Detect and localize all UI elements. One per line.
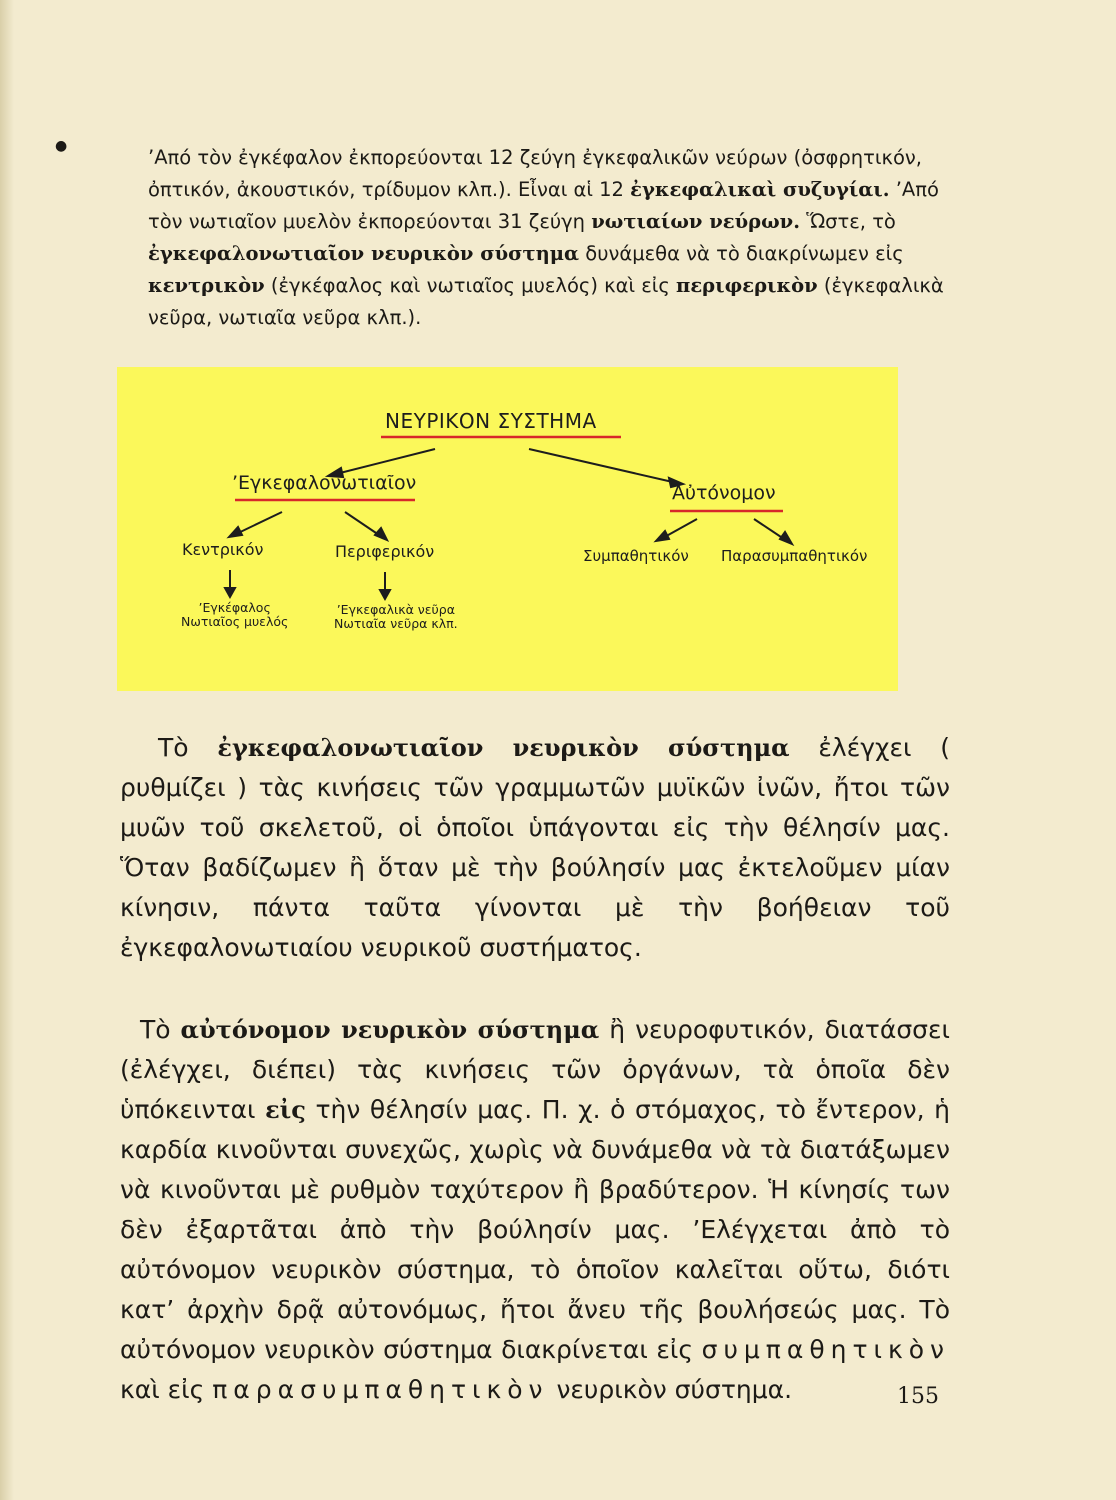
intro-sentence-3-cont2: (ἐγκέφαλος καὶ νωτιαῖος μυελός) καὶ εἰς: [264, 274, 677, 297]
peripheral-detail-line-2: Νωτιαῖα νεῦρα κλπ.: [334, 616, 458, 631]
term-peripheral: περιφερικὸν: [676, 274, 818, 297]
term-spinal-nerves: νωτιαίων νεύρων.: [591, 210, 800, 233]
diagram-title: ΝΕΥΡΙΚΟΝ ΣΥΣΤΗΜΑ: [385, 409, 597, 433]
intro-sentence-3-end: (ἐγκεφαλικὰ νεῦρα, νωτιαῖα νεῦρα κλπ.).: [148, 274, 944, 329]
intro-paragraph: [148, 142, 948, 334]
intro-sentence-2: ’Από τὸν νωτιαῖον μυελὸν ἐκπορεύονται 31 ζεύγη: [148, 178, 939, 233]
term-cranial-pairs: ἐγκεφαλικαὶ συζυγίαι.: [630, 178, 890, 201]
paragraph1-start: Τὸ: [158, 733, 218, 762]
intro-sentence-3-cont: δυνάμεθα νὰ τὸ διακρίνωμεν εἰς: [579, 242, 904, 265]
nervous-system-diagram: [117, 367, 898, 691]
peripheral-detail: [334, 603, 458, 631]
arrow-head-parasympathetic: [780, 532, 792, 544]
term-sympathetic: συμπαθητικὸν: [701, 1335, 950, 1364]
branch-autonomic: Αὐτόνομον: [672, 482, 776, 504]
paragraph2-end: νευρικὸν σύστημα.: [548, 1375, 793, 1404]
arrow-head-peripheral: [375, 528, 387, 540]
intro-sentence-3: Ὥστε, τὸ: [806, 210, 896, 233]
margin-mark: ●: [55, 138, 68, 154]
peripheral-detail-line-1: ’Εγκεφαλικὰ νεῦρα: [336, 602, 455, 617]
paragraph2-body-2: τὴν θέλησίν μας. Π. χ. ὁ στόμαχος, τὸ ἔντερον, ἡ καρδία κινοῦνται συνεχῶς, χωρὶς νὰ δυνάμεθα νὰ τὰ διατάξωμεν νὰ κινοῦνται μὲ ρυθμὸν ταχύτερον ἢ βραδύτερον. Ἡ κίνησίς των δὲν ἐξαρτᾶται ἀπὸ τὴν βούλησίν μας. ’Ελέγχεται ἀπὸ τὸ αὐτόνομον νευρικὸν σύστημα, τὸ ὁποῖον καλεῖται οὕτω, διότι κατ’ ἀρχὴν δρᾷ αὐτονόμως, ἤτοι ἄνευ τῆς βουλήσεώς μας. Τὸ αὐτόνομον νευρικὸν σύστημα διακρίνεται εἰς: [120, 1095, 950, 1364]
term-cerebrospinal-system: ἐγκεφαλονωτιαῖον νευρικὸν σύστημα: [148, 242, 580, 265]
central-detail-line-2: Νωτιαῖος μυελός: [181, 614, 289, 629]
arrow-head-sympathetic: [656, 531, 669, 541]
paragraph1-body: ἐλέγχει ( ρυθμίζει ) τὰς κινήσεις τῶν γραμμωτῶν μυϊκῶν ἰνῶν, ἤτοι τῶν μυῶν τοῦ σκελετοῦ, οἱ ὁποῖοι ὑπάγονται εἰς τὴν θέλησίν μας. Ὅταν βαδίζωμεν ἢ ὅταν μὲ τὴν βούλησίν μας ἐκτελοῦμεν μίαν κίνησιν, πάντα ταῦτα γίνονται μὲ τὴν βοήθειαν τοῦ ἐγκεφαλονωτιαίου νευρικοῦ συστήματος.: [120, 733, 951, 962]
bold-eis: εἰς: [265, 1095, 306, 1124]
page-binding-shadow: [0, 0, 14, 1500]
term-autonomic-system: αὐτόνομον νευρικὸν σύστημα: [180, 1015, 600, 1044]
page-number: 155: [897, 1384, 939, 1409]
node-peripheral: Περιφερικόν: [335, 542, 435, 561]
node-parasympathetic: Παρασυμπαθητικόν: [721, 547, 868, 565]
intro-sentence-1: ’Από τὸν ἐγκέφαλον ἐκπορεύονται 12 ζεύγη ἐγκεφαλικῶν νεύρων (ὀσφρητικόν, ὀπτικόν, ἀκουστικόν, τρίδυμον κλπ.). Εἶναι αἱ 12: [148, 146, 922, 201]
paragraph-cerebrospinal: [120, 728, 950, 968]
term-parasympathetic: παρασυμπαθητικὸν: [212, 1375, 549, 1404]
central-detail-line-1: ’Εγκέφαλος: [198, 600, 271, 615]
node-sympathetic: Συμπαθητικόν: [583, 547, 689, 565]
arrow-to-autonomic: [529, 449, 677, 483]
node-central: Κεντρικόν: [182, 540, 264, 559]
paragraph-autonomic: [120, 1010, 950, 1410]
term-cerebrospinal-system-2: ἐγκεφαλονωτιαῖον νευρικὸν σύστημα: [217, 733, 790, 762]
term-central: κεντρικὸν: [148, 274, 265, 297]
arrow-head-peripheral-detail: [380, 590, 390, 599]
intro-text: [148, 142, 948, 334]
paragraph2-body-3: καὶ εἰς: [120, 1375, 213, 1404]
arrow-head-central-detail: [225, 588, 235, 597]
arrow-head-central: [229, 527, 242, 537]
branch-cerebrospinal: ’Εγκεφαλονωτιαῖον: [232, 472, 417, 494]
paragraph2-start: Τὸ: [140, 1015, 181, 1044]
paragraph2-body-1: ἢ νευροφυτικόν, διατάσσει (ἐλέγχει, διέπει) τὰς κινήσεις τῶν ὀργάνων, τὰ ὁποῖα δὲν ὑπόκεινται: [120, 1015, 950, 1124]
central-detail: [181, 601, 288, 629]
